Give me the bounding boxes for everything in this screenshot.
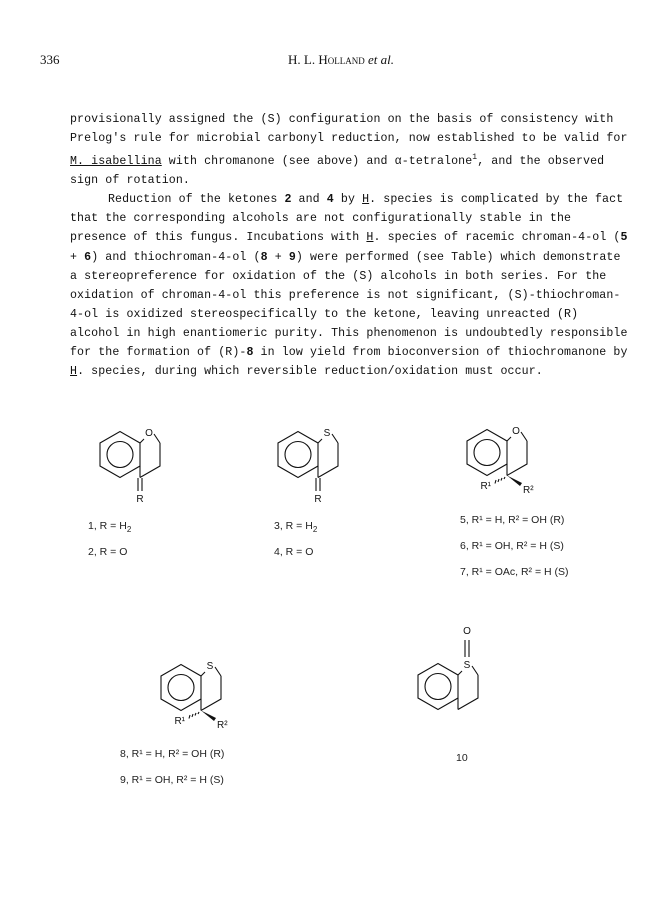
compound-label: 8, R¹ = H, R² = OH (R)	[120, 748, 225, 760]
paragraph-1	[70, 110, 630, 190]
page-number: 336	[40, 52, 60, 67]
text-run: . species is complicated by the fact that the corresponding alcohols are not configurationally stable in the presence of this fungus. Incubations with	[70, 193, 624, 245]
ring-heteroatom: O	[145, 428, 153, 439]
genus-abbrev: H	[366, 231, 374, 245]
text-run: ) and thiochroman-4-ol (	[91, 250, 261, 264]
bold-wedge-bond	[201, 711, 216, 722]
text-run: provisionally assigned the (S) configuration on the basis of consistency with Prelog's rule for microbial carbonyl reduction, now established to be valid for	[70, 113, 628, 146]
compound-label: 9, R¹ = OH, R² = H (S)	[120, 774, 224, 786]
text-run: and	[291, 193, 327, 207]
compound-label: 7, R¹ = OAc, R² = H (S)	[460, 566, 569, 578]
compound-ref: 6	[84, 250, 92, 264]
structure-10-sulfoxide	[398, 620, 518, 720]
hashed-wedge-bond	[495, 477, 505, 484]
compound-label: 5, R¹ = H, R² = OH (R)	[460, 514, 565, 526]
species-name: M. isabellina	[70, 155, 162, 169]
compound-ref: 5	[620, 231, 628, 245]
compound-ref: 4	[326, 193, 334, 207]
genus-abbrev: H	[362, 193, 370, 207]
compound-label: 6, R¹ = OH, R² = H (S)	[460, 540, 564, 552]
text-run: Reduction of the ketones	[108, 193, 285, 207]
running-title-etal: et al.	[364, 52, 394, 67]
text-run: ) were performed (see Table) which demonstrate a stereopreference for oxidation of the (S) alcohols in both series. For the oxidation of chroman-4-ol this preference is not significant, (S)-thiochroman-4-ol is oxidized stereospecifically to the ketone, leaving unreacted (R) alcohol in high enantiomeric purity. This phenomenon is undoubtedly responsible for the formation of (R)-	[70, 250, 628, 359]
compound-label: 10	[456, 752, 468, 764]
oxo-atom: O	[463, 626, 471, 637]
substituent-r1: R¹	[174, 716, 185, 727]
ring-heteroatom: S	[323, 428, 331, 439]
compound-ref: 8	[260, 250, 268, 264]
substituent-r2: R²	[217, 720, 228, 731]
ring-heteroatom: S	[206, 661, 214, 672]
compound-label: 2, R = O	[88, 546, 128, 558]
compound-ref: 8	[246, 345, 254, 359]
running-title-author: H. L. Holland	[288, 52, 365, 67]
substituent-r2: R²	[523, 485, 534, 496]
bold-wedge-bond	[507, 476, 522, 487]
ring-heteroatom: S	[463, 660, 471, 671]
compound-ref: 9	[288, 250, 296, 264]
text-run: . species, during which reversible reduction/oxidation must occur.	[77, 365, 543, 379]
substituent-r1: R¹	[480, 481, 491, 492]
structure-1-chromane	[80, 415, 200, 505]
substituent-label: R	[314, 494, 322, 505]
compound-ref: 2	[284, 193, 292, 207]
structure-4-thiochromanol	[141, 648, 271, 733]
text-run: +	[70, 250, 85, 264]
reference-superscript: 1	[472, 153, 478, 163]
text-run: +	[267, 250, 289, 264]
genus-abbrev: H	[70, 365, 78, 379]
text-run: . species of racemic chroman-4-ol (	[373, 231, 621, 245]
body-text	[70, 110, 630, 381]
paragraph-2	[70, 190, 630, 381]
text-run: , and the observed sign of rotation.	[70, 155, 605, 188]
running-title	[288, 52, 394, 68]
text-run: by	[333, 193, 363, 207]
hashed-wedge-bond	[189, 712, 199, 719]
text-run: with chromanone (see above) and α-tetralone	[161, 155, 473, 169]
substituent-label: R	[136, 494, 144, 505]
compound-label: 1, $R = H_2$	[88, 520, 132, 535]
structure-2-thiochromane	[258, 415, 378, 505]
structure-3-chromanol	[447, 413, 577, 498]
compound-label: 4, R = O	[274, 546, 314, 558]
ring-heteroatom: O	[512, 426, 520, 437]
compound-label: 3, $R = H_2$	[274, 520, 318, 535]
text-run: in low yield from bioconversion of thiochromanone by	[253, 345, 628, 359]
